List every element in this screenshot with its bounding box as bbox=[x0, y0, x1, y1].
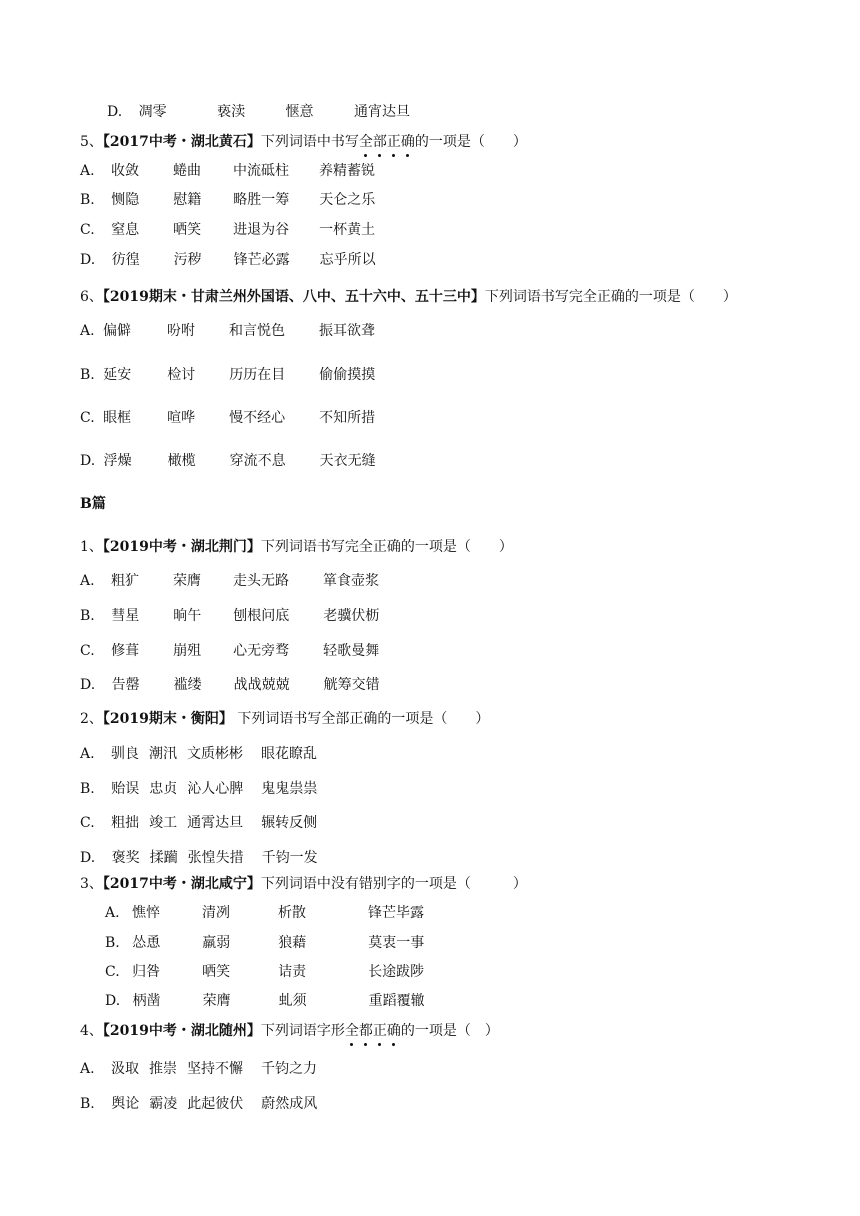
question-number: 5、 bbox=[80, 134, 103, 150]
option-word: 贻误 bbox=[111, 781, 140, 797]
question-number: 2、 bbox=[80, 711, 103, 727]
option-label: C. bbox=[80, 815, 95, 831]
option-word: 觥筹交错 bbox=[323, 677, 380, 693]
b3-option-c bbox=[105, 962, 424, 982]
option-word: 长途跋陟 bbox=[368, 964, 425, 980]
b4-option-a bbox=[80, 1059, 317, 1079]
q5-option-a bbox=[80, 161, 375, 181]
q4-option-d bbox=[107, 102, 410, 122]
option-word: 忘乎所以 bbox=[319, 252, 376, 268]
option-word: 修葺 bbox=[111, 643, 140, 659]
option-word: 偷偷摸摸 bbox=[319, 367, 376, 383]
emphasis-char: 全 bbox=[358, 134, 373, 150]
question-number: 3、 bbox=[80, 876, 103, 892]
b1-option-d bbox=[80, 675, 380, 695]
option-word: 一杯黄土 bbox=[319, 222, 376, 238]
option-word: 刨根问底 bbox=[233, 608, 290, 624]
option-word: 窒息 bbox=[111, 222, 140, 238]
question-source: 【2019中考・湖北随州】 bbox=[102, 1023, 261, 1039]
option-word: 眼花瞭乱 bbox=[261, 746, 318, 762]
option-label: A. bbox=[105, 905, 120, 921]
option-label: A. bbox=[80, 1061, 95, 1077]
option-word: 粗犷 bbox=[111, 573, 140, 589]
option-label: B. bbox=[80, 192, 95, 208]
option-word: 虬须 bbox=[278, 993, 307, 1009]
option-word: 汲取 bbox=[111, 1061, 140, 1077]
option-word: 中流砥柱 bbox=[233, 163, 290, 179]
option-word: 略胜一筹 bbox=[233, 192, 290, 208]
option-word: 清冽 bbox=[202, 905, 231, 921]
option-word: 惬意 bbox=[285, 104, 314, 120]
question-text: 的一项是（ ） bbox=[400, 1023, 499, 1039]
option-word: 彷徨 bbox=[111, 252, 140, 268]
option-word: 污秽 bbox=[173, 252, 202, 268]
option-word: 莫衷一事 bbox=[368, 935, 425, 951]
q5-option-d bbox=[80, 250, 376, 270]
option-label: C. bbox=[80, 410, 95, 426]
q5-option-b bbox=[80, 190, 375, 210]
question-number: 1、 bbox=[80, 539, 103, 555]
option-word: 推崇 bbox=[149, 1061, 178, 1077]
option-word: 诘责 bbox=[278, 964, 307, 980]
option-word: 揉躏 bbox=[149, 850, 178, 866]
option-label: C. bbox=[105, 964, 120, 980]
option-word: 偏僻 bbox=[103, 323, 132, 339]
option-word: 进退为谷 bbox=[233, 222, 290, 238]
option-label: A. bbox=[80, 746, 95, 762]
option-word: 粗拙 bbox=[111, 815, 140, 831]
question-text: 的一项是（ ） bbox=[414, 134, 527, 150]
option-word: 走头无路 bbox=[233, 573, 290, 589]
option-label: B. bbox=[80, 608, 95, 624]
question-text: 下列词语书写完全正确的一项是（ ） bbox=[260, 539, 513, 555]
question-b3-stem bbox=[80, 874, 527, 894]
question-text: 下列词语书写完全正确的一项是（ ） bbox=[484, 289, 737, 305]
question-text: 下列词语中没有错别字的一项是（ ） bbox=[260, 876, 527, 892]
option-word: 怂恿 bbox=[132, 935, 161, 951]
b2-option-c bbox=[80, 813, 317, 833]
option-word: 辗转反侧 bbox=[261, 815, 318, 831]
option-label: D. bbox=[80, 677, 96, 693]
option-word: 凋零 bbox=[138, 104, 167, 120]
question-source: 【2019中考・湖北荆门】 bbox=[102, 539, 261, 555]
option-word: 心无旁骛 bbox=[233, 643, 290, 659]
b2-option-a bbox=[80, 744, 317, 764]
option-word: 通宵达旦 bbox=[354, 104, 410, 120]
q6-option-b bbox=[80, 365, 375, 385]
option-label: B. bbox=[80, 781, 95, 797]
option-word: 慢不经心 bbox=[229, 410, 286, 426]
option-word: 穿流不息 bbox=[229, 453, 286, 469]
option-word: 振耳欲聋 bbox=[319, 323, 376, 339]
q6-option-d bbox=[80, 451, 376, 471]
option-word: 喧哗 bbox=[167, 410, 196, 426]
b3-option-a bbox=[105, 903, 424, 923]
option-word: 彗星 bbox=[111, 608, 140, 624]
option-word: 延安 bbox=[103, 367, 132, 383]
option-word: 舆论 bbox=[111, 1096, 140, 1112]
question-source: 【2017中考・湖北咸宁】 bbox=[102, 876, 261, 892]
option-word: 驯良 bbox=[111, 746, 140, 762]
option-word: 和言悦色 bbox=[229, 323, 286, 339]
option-word: 晌午 bbox=[173, 608, 202, 624]
option-word: 慰籍 bbox=[173, 192, 202, 208]
option-word: 此起彼伏 bbox=[187, 1096, 244, 1112]
emphasis-char: 正 bbox=[386, 134, 401, 150]
option-label: C. bbox=[80, 643, 95, 659]
option-word: 崩殂 bbox=[173, 643, 202, 659]
option-word: 析散 bbox=[278, 905, 307, 921]
q5-option-c bbox=[80, 220, 375, 240]
question-source: 【2019期末・甘肃兰州外国语、八中、五十六中、五十三中】 bbox=[102, 289, 485, 305]
option-word: 忠贞 bbox=[149, 781, 178, 797]
question-b4-stem bbox=[80, 1021, 499, 1041]
option-word: 箪食壶浆 bbox=[323, 573, 380, 589]
b1-option-b bbox=[80, 606, 379, 626]
option-word: 狼藉 bbox=[278, 935, 307, 951]
option-label: D. bbox=[80, 453, 96, 469]
option-word: 眼框 bbox=[103, 410, 132, 426]
option-word: 不知所措 bbox=[319, 410, 376, 426]
option-label: A. bbox=[80, 323, 95, 339]
b1-option-a bbox=[80, 571, 379, 591]
emphasis-char: 确 bbox=[400, 134, 415, 150]
option-label: D. bbox=[80, 850, 96, 866]
option-word: 重蹈覆辙 bbox=[368, 993, 425, 1009]
option-word: 老骥伏枥 bbox=[323, 608, 380, 624]
question-b1-stem bbox=[80, 537, 513, 557]
option-word: 哂笑 bbox=[173, 222, 202, 238]
option-label: D. bbox=[107, 104, 123, 120]
option-label: B. bbox=[105, 935, 120, 951]
option-word: 吩咐 bbox=[167, 323, 196, 339]
option-word: 橄榄 bbox=[167, 453, 196, 469]
option-word: 褴缕 bbox=[173, 677, 202, 693]
question-source: 【2019期末・衡阳】 bbox=[102, 711, 233, 727]
option-word: 浮燥 bbox=[103, 453, 132, 469]
option-word: 天仑之乐 bbox=[319, 192, 376, 208]
option-word: 憔悴 bbox=[132, 905, 161, 921]
option-word: 告罄 bbox=[111, 677, 140, 693]
option-label: B. bbox=[80, 1096, 95, 1112]
option-word: 蔚然成风 bbox=[261, 1096, 318, 1112]
option-word: 战战兢兢 bbox=[233, 677, 290, 693]
option-word: 张惶失措 bbox=[187, 850, 244, 866]
option-word: 轻歌曼舞 bbox=[323, 643, 380, 659]
option-label: B. bbox=[80, 367, 95, 383]
q6-option-c bbox=[80, 408, 375, 428]
option-label: C. bbox=[80, 222, 95, 238]
option-word: 通霄达旦 bbox=[187, 815, 244, 831]
option-word: 蜷曲 bbox=[173, 163, 202, 179]
option-word: 锋芒必露 bbox=[233, 252, 290, 268]
option-word: 霸凌 bbox=[149, 1096, 178, 1112]
option-word: 文质彬彬 bbox=[187, 746, 244, 762]
emphasis-char: 确 bbox=[386, 1023, 401, 1039]
option-word: 羸弱 bbox=[202, 935, 231, 951]
question-6-stem bbox=[80, 287, 737, 307]
option-word: 锋芒毕露 bbox=[368, 905, 425, 921]
option-word: 竣工 bbox=[149, 815, 178, 831]
option-label: A. bbox=[80, 163, 95, 179]
b1-option-c bbox=[80, 641, 379, 661]
b2-option-d bbox=[80, 848, 318, 868]
option-word: 检讨 bbox=[167, 367, 196, 383]
option-word: 归咎 bbox=[132, 964, 161, 980]
section-title: B篇 bbox=[80, 496, 106, 512]
question-text: 下列词语中书写 bbox=[260, 134, 359, 150]
option-label: D. bbox=[105, 993, 121, 1009]
b2-option-b bbox=[80, 779, 317, 799]
emphasis-char: 正 bbox=[372, 1023, 387, 1039]
option-word: 坚持不懈 bbox=[187, 1061, 244, 1077]
question-text: 下列词语书写全部正确的一项是（ ） bbox=[232, 711, 490, 727]
b3-option-b bbox=[105, 933, 424, 953]
option-word: 鬼鬼祟祟 bbox=[261, 781, 318, 797]
option-word: 天衣无缝 bbox=[319, 453, 376, 469]
question-source: 【2017中考・湖北黄石】 bbox=[102, 134, 261, 150]
option-word: 亵渎 bbox=[217, 104, 246, 120]
question-text: 下列词语字形 bbox=[260, 1023, 345, 1039]
option-word: 柄凿 bbox=[132, 993, 161, 1009]
b4-option-b bbox=[80, 1094, 317, 1114]
option-word: 哂笑 bbox=[202, 964, 231, 980]
option-label: A. bbox=[80, 573, 95, 589]
option-word: 收敛 bbox=[111, 163, 140, 179]
option-word: 千钧之力 bbox=[261, 1061, 318, 1077]
question-number: 6、 bbox=[80, 289, 103, 305]
question-b2-stem bbox=[80, 709, 489, 729]
option-word: 荣膺 bbox=[202, 993, 231, 1009]
q6-option-a bbox=[80, 321, 375, 341]
option-word: 养精蓄锐 bbox=[319, 163, 376, 179]
emphasis-char: 全 bbox=[344, 1023, 359, 1039]
option-word: 沁人心脾 bbox=[187, 781, 244, 797]
option-word: 褒奖 bbox=[111, 850, 140, 866]
question-number: 4、 bbox=[80, 1023, 103, 1039]
option-label: D. bbox=[80, 252, 96, 268]
question-5-stem bbox=[80, 132, 527, 152]
emphasis-char: 都 bbox=[358, 1023, 373, 1039]
emphasis-char: 部 bbox=[372, 134, 387, 150]
option-word: 历历在目 bbox=[229, 367, 286, 383]
option-word: 潮汛 bbox=[149, 746, 178, 762]
b3-option-d bbox=[105, 991, 425, 1011]
option-word: 恻隐 bbox=[111, 192, 140, 208]
option-word: 千钧一发 bbox=[261, 850, 318, 866]
option-word: 荣膺 bbox=[173, 573, 202, 589]
